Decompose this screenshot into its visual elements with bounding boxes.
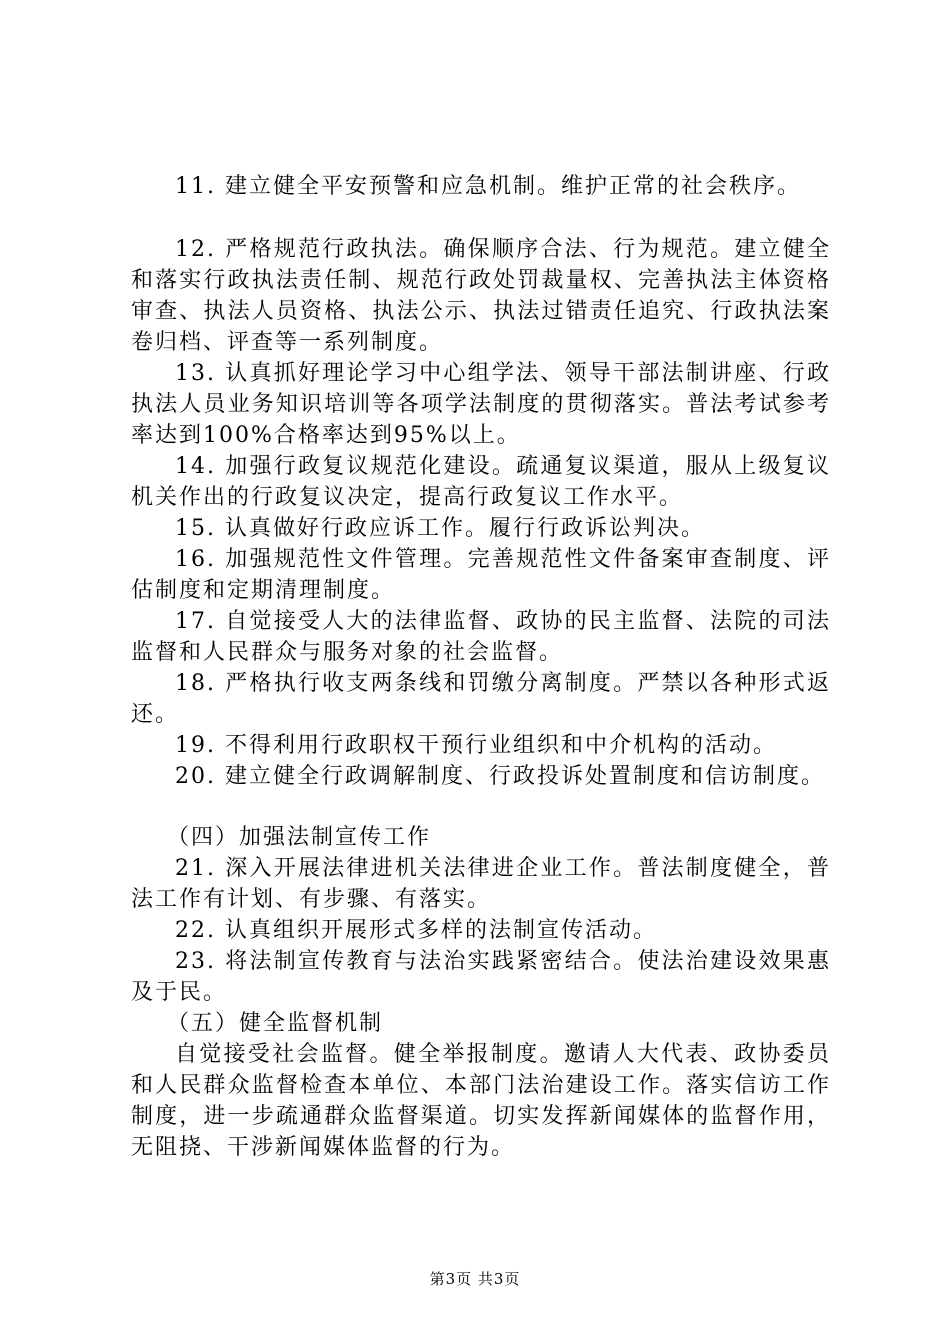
- item-12: 12. 严格规范行政执法。确保顺序合法、行为规范。建立健全和落实行政执法责任制、规范行政处罚裁量权、完善执法主体资格审查、执法人员资格、执法公示、执法过错责任追究、行政执法案卷归档、评查等一系列制度。: [131, 237, 831, 355]
- item-13: 13. 认真抓好理论学习中心组学法、领导干部法制讲座、行政执法人员业务知识培训等各项学法制度的贯彻落实。普法考试参考率达到100%合格率达到95%以上。: [131, 361, 831, 448]
- item-20: 20. 建立健全行政调解制度、行政投诉处置制度和信访制度。: [175, 764, 825, 789]
- item-18: 18. 严格执行收支两条线和罚缴分离制度。严禁以各种形式返还。: [131, 671, 831, 727]
- spacer: [131, 202, 831, 234]
- item-23: 23. 将法制宣传教育与法治实践紧密结合。使法治建设效果惠及于民。: [131, 949, 831, 1005]
- item-17: 17. 自觉接受人大的法律监督、政协的民主监督、法院的司法监督和人民群众与服务对象的社会监督。: [131, 609, 831, 665]
- document-body: [131, 171, 831, 1163]
- page-footer: 第3页 共3页: [429, 1270, 521, 1288]
- item-14: 14. 加强行政复议规范化建设。疏通复议渠道，服从上级复议机关作出的行政复议决定，提高行政复议工作水平。: [131, 454, 831, 510]
- item-16: 16. 加强规范性文件管理。完善规范性文件备案审查制度、评估制度和定期清理制度。: [131, 547, 831, 603]
- section-5-paragraph: 自觉接受社会监督。健全举报制度。邀请人大代表、政协委员和人民群众监督检查本单位、本部门法治建设工作。落实信访工作制度，进一步疏通群众监督渠道。切实发挥新闻媒体的监督作用，无阻挠、干涉新闻媒体监督的行为。: [131, 1042, 831, 1160]
- item-11: 11. 建立健全平安预警和应急机制。维护正常的社会秩序。: [175, 174, 801, 199]
- item-22: 22. 认真组织开展形式多样的法制宣传活动。: [175, 918, 657, 943]
- spacer: [131, 792, 831, 822]
- section-5-heading: （五）健全监督机制: [167, 1011, 384, 1036]
- section-4-heading: （四）加强法制宣传工作: [167, 825, 432, 850]
- item-15: 15. 认真做好行政应诉工作。履行行政诉讼判决。: [175, 516, 705, 541]
- item-19: 19. 不得利用行政职权干预行业组织和中介机构的活动。: [175, 733, 777, 758]
- item-21: 21. 深入开展法律进机关法律进企业工作。普法制度健全，普法工作有计划、有步骤、有落实。: [131, 856, 831, 912]
